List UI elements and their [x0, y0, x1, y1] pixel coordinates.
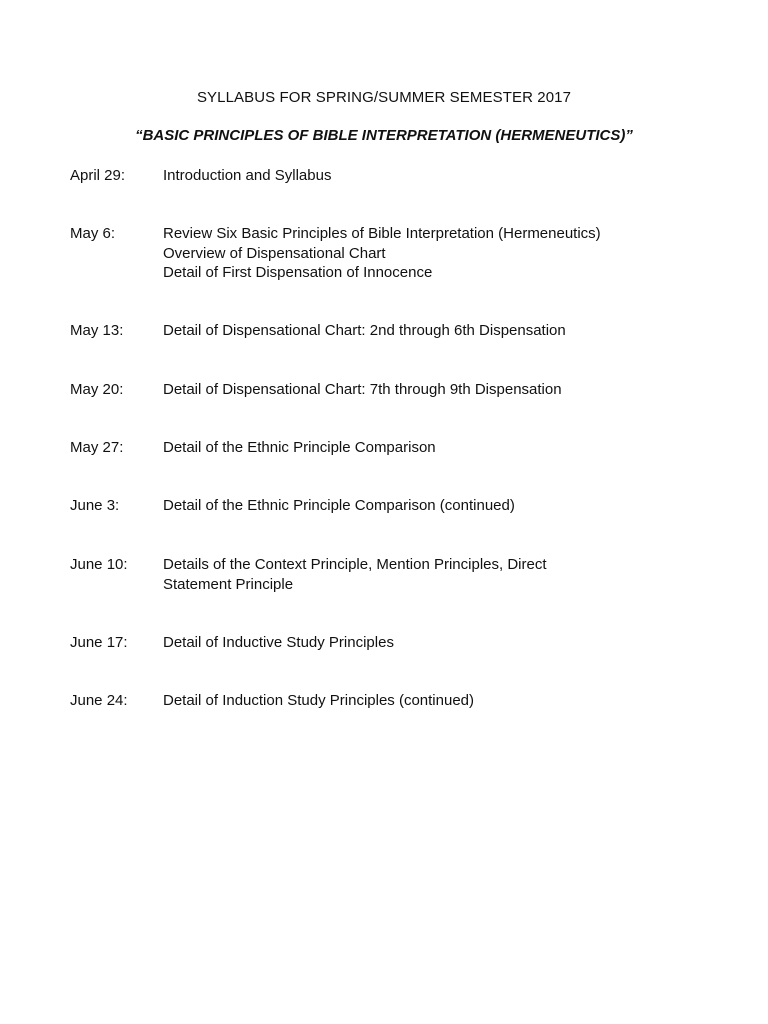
schedule-topics	[163, 166, 723, 186]
schedule-topic: Detail of First Dispensation of Innocence	[163, 264, 433, 281]
schedule-topics	[163, 633, 723, 653]
schedule-topic: Detail of Inductive Study Principles	[163, 634, 394, 651]
schedule-topic: Detail of the Ethnic Principle Comparison (continued)	[163, 497, 515, 514]
page-title: SYLLABUS FOR SPRING/SUMMER SEMESTER 2017	[196, 89, 572, 106]
schedule-date: June 24:	[70, 692, 128, 709]
schedule-topics	[163, 380, 723, 400]
schedule-topic: Detail of the Ethnic Principle Comparison	[163, 439, 436, 456]
schedule-topics	[163, 555, 723, 594]
schedule-topic: Detail of Induction Study Principles (continued)	[163, 692, 475, 709]
schedule-date: May 13:	[70, 322, 124, 339]
schedule-date: May 27:	[70, 439, 124, 456]
course-title: “BASIC PRINCIPLES OF BIBLE INTERPRETATION (HERMENEUTICS)”	[135, 127, 633, 144]
schedule-date: June 10:	[70, 556, 128, 573]
schedule-date: May 20:	[70, 381, 124, 398]
schedule-topics	[163, 691, 723, 711]
schedule-date: June 3:	[70, 497, 120, 514]
schedule-topics	[163, 438, 723, 458]
schedule-topic: Overview of Dispensational Chart	[163, 244, 386, 262]
schedule-topic: Detail of Dispensational Chart: 7th through 9th Dispensation	[163, 381, 562, 398]
schedule-date: May 6:	[70, 225, 116, 242]
schedule-topics	[163, 496, 723, 516]
schedule-topics	[163, 224, 723, 283]
schedule-topic: Review Six Basic Principles of Bible Interpretation (Hermeneutics)	[163, 225, 601, 242]
schedule-date: April 29:	[70, 167, 126, 184]
schedule-topics	[163, 321, 723, 341]
schedule-topic: Introduction and Syllabus	[163, 167, 332, 184]
schedule-date: June 17:	[70, 634, 128, 651]
schedule-topic: Details of the Context Principle, Mention Principles, Direct	[163, 556, 547, 573]
schedule-topic: Statement Principle	[163, 575, 294, 593]
schedule-topic: Detail of Dispensational Chart: 2nd through 6th Dispensation	[163, 322, 566, 339]
